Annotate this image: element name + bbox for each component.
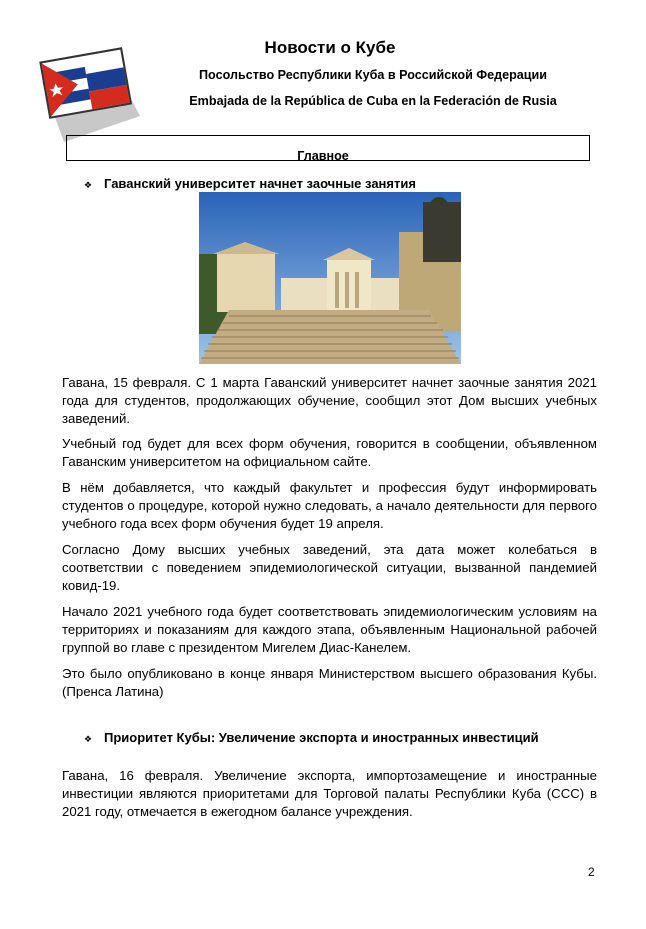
article-headline: Гаванский университет начнет заочные занятия [104,176,416,191]
article-paragraph: В нём добавляется, что каждый факультет и профессия будут информировать студентов о процедуре, которой нужно следовать, а начало деятельности для первого учебного года всех форм обучения будет 19 апреля. [62,480,597,532]
embassy-name-es: Embajada de la República de Cuba en la Federación de Rusia [189,94,557,108]
diamond-bullet-icon: ❖ [84,180,93,190]
article-paragraph: Учебный год будет для всех форм обучения, говорится в сообщении, объявленном Гаванским университетом на официальном сайте. [62,436,597,470]
article-headline: Приоритет Кубы: Увеличение экспорта и иностранных инвестиций [104,730,539,745]
article-paragraph: Гавана, 15 февраля. С 1 марта Гаванский университет начнет заочные занятия 2021 года для студентов, продолжающих обучение, сообщил этот Дом высших учебных заведений. [62,375,597,427]
article-paragraph: Гавана, 16 февраля. Увеличение экспорта, импортозамещение и иностранные инвестиции являются приоритетами для Торговой палаты Республики Куба (ССС) в 2021 году, отмечается в ежегодном балансе учреждения. [62,768,597,820]
article-paragraph: Это было опубликовано в конце января Министерством высшего образования Кубы. (Пренса Латина) [62,666,597,700]
page-title: Новости о Кубе [264,38,396,57]
diamond-bullet-icon: ❖ [84,734,93,744]
havana-university-photo [199,192,461,364]
article-paragraph: Согласно Дому высших учебных заведений, эта дата может колебаться в соответствии с поведением эпидемиологической ситуации, вызванной пандемией ковид-19. [62,542,597,594]
article-paragraph: Начало 2021 учебного года будет соответствовать эпидемиологическим условиям на территориях и показаниям для каждого этапа, объявленным Национальной рабочей группой во главе с президентом Мигелем Диас-Канелем. [62,604,597,656]
cuba-russia-flag-icon [36,40,148,146]
page-number: 2 [588,865,595,879]
embassy-name-ru: Посольство Республики Куба в Российской Федерации [199,68,547,82]
section-label: Главное [297,149,349,163]
